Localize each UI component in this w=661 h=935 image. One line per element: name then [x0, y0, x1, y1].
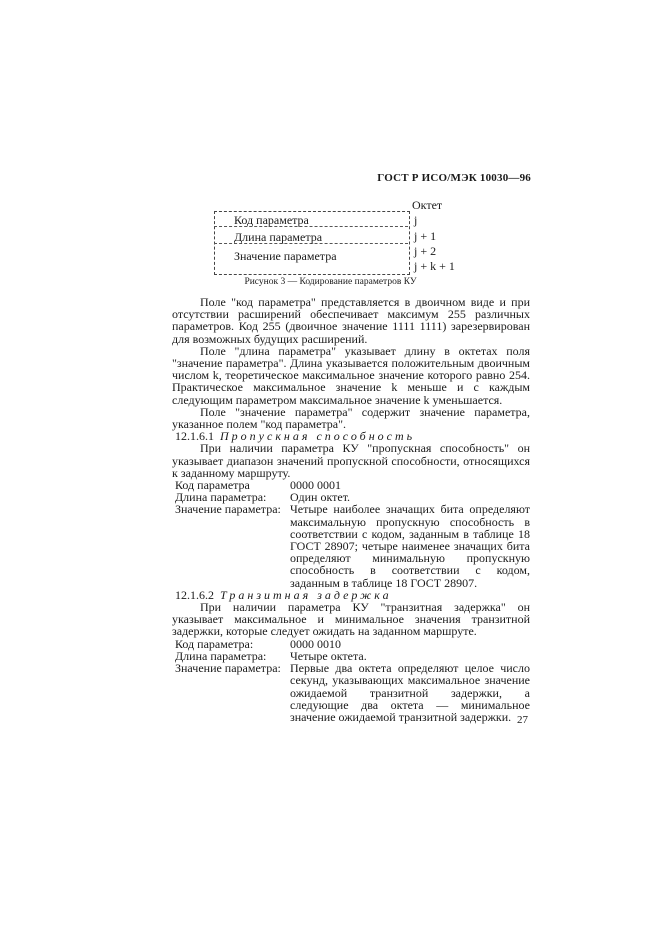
field-label-value: Значение параметра — [234, 249, 337, 263]
field-label-code: Код параметра — [234, 213, 309, 227]
section-title: Транзитная задержка — [220, 587, 392, 602]
param-value: Четыре октета. — [290, 648, 367, 663]
section-number: 12.1.6.2 — [175, 587, 214, 602]
octet-label: j + k + 1 — [414, 259, 455, 273]
field-label-length: Длина параметра — [234, 230, 323, 244]
octet-label: j — [414, 213, 418, 227]
octet-label: j + 1 — [414, 229, 437, 243]
param-key: Код параметра — [175, 478, 250, 493]
param-key: Длина параметра: — [175, 490, 267, 505]
param-value: Один октет. — [290, 490, 351, 505]
param-value: 0000 0001 — [290, 478, 341, 493]
param-key: Значение параметра: — [175, 661, 281, 676]
paragraph: Поле "код параметра" представляется в двоичном виде и при отсутствии расширений обеспечивает максимум 255 различных параметров. Код 255 (двоичное значение 1111 1111) зарезервирован для возможных будущих расширений. — [172, 295, 530, 346]
paragraph: При наличии параметра КУ "транзитная задержка" он указывает максимальное и минимальное значения транзитной задержки, которые следует ожидать на заданном маршруте. — [172, 600, 530, 639]
param-key: Код параметра: — [175, 636, 254, 651]
paragraph: Поле "значение параметра" содержит значение параметра, указанное полем "код параметра". — [172, 404, 530, 432]
body-text — [172, 296, 530, 723]
param-value: 0000 0010 — [290, 636, 341, 651]
param-key: Длина параметра: — [175, 648, 267, 663]
param-value: Четыре наиболее значащих бита определяют максимальную пропускную способность в соответствии с кодом, заданным в таблице 18 ГОСТ 28907; четыре наименее значащих бита определяют минимальную пропускную способность в соответствии с кодом, заданным в таблице 18 ГОСТ 28907. — [290, 502, 530, 590]
param-value: Первые два октета определяют целое число секунд, указывающих максимальное значение ожидаемой транзитной задержки, а следующие два октета — минимальное значение ожидаемой транзитной задержки. — [290, 661, 530, 724]
param-row — [172, 662, 530, 723]
document-header: ГОСТ Р ИСО/МЭК 10030—96 — [377, 172, 531, 184]
octet-column-heading: Октет — [412, 198, 443, 212]
section-title: Пропускная способность — [220, 429, 416, 444]
param-key: Значение параметра: — [175, 502, 281, 517]
paragraph: При наличии параметра КУ "пропускная способность" он указывает диапазон значений пропускной способности, относящихся к заданному маршруту. — [172, 441, 530, 480]
param-row — [172, 503, 530, 588]
paragraph: Поле "длина параметра" указывает длину в октетах поля "значение параметра". Длина указывается положительным двоичным числом k, теоретическое максимальное значение которого равно 254. Практическое максимальное значение k меньше и с каждым следующим параметром максимальное значение k уменьшается. — [172, 343, 530, 407]
page-number: 27 — [517, 714, 528, 726]
octet-label: j + 2 — [414, 244, 437, 258]
section-number: 12.1.6.1 — [175, 429, 214, 444]
figure-caption: Рисунок 3 — Кодирование параметров КУ — [244, 277, 417, 287]
